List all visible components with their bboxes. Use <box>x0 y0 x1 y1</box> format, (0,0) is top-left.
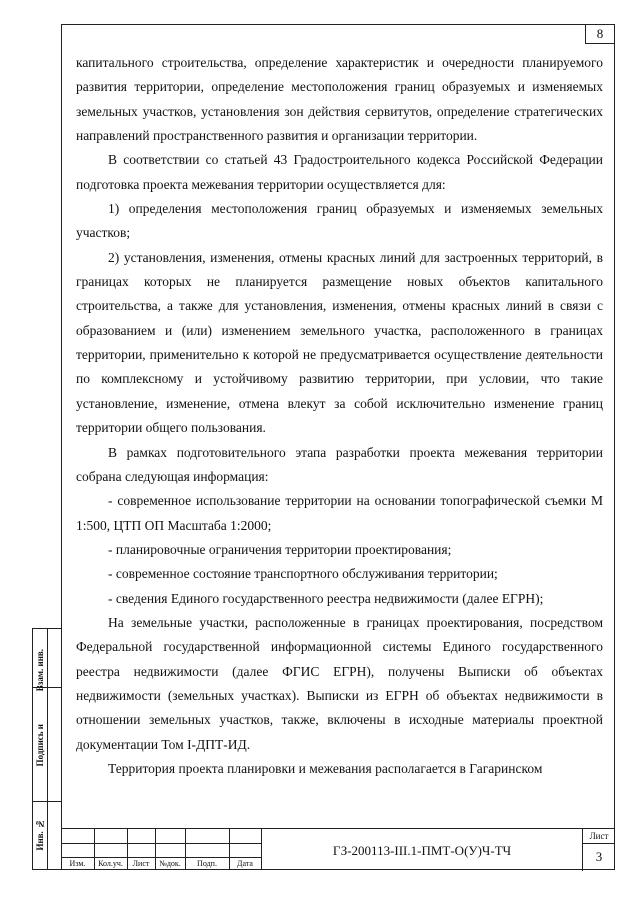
document-code: ГЗ-200113-III.1-ПМТ-О(У)Ч-ТЧ <box>332 843 512 858</box>
margin-label-replace: Взам. инв. <box>35 649 45 692</box>
list-item-1: 1) определения местоположения границ образуемых и изменяемых земельных участков; <box>76 201 603 241</box>
paragraph-5: Территория проекта планировки и межевания располагается в Гагаринском <box>108 760 543 776</box>
bullet-item-3: - современное состояние транспортного обслуживания территории; <box>108 566 498 582</box>
paragraph-4: На земельные участки, расположенные в границах проектирования, посредством Федеральной государственной информационной системы Единого государственного реестра недвижимости (далее ФГИС ЕГРН), получены Выписки об объектах недвижимости (земельных участках). Выписки из ЕГРН об объектах недвижимости в отношении земельных участков, также, включены в исходные материалы проектной документации Том I-ДПТ-ИД. <box>76 614 603 752</box>
paragraph-1: капитального строительства, определение характеристик и очередности планируемого развития территории, определение местоположения границ образуемых и изменяемых земельных участков, установления зон действия сервитутов, определение стратегических направлений пространственного развития и организации территории. <box>76 55 603 144</box>
paragraph-2: В соответствии со статьей 43 Градостроительного кодекса Российской Федерации подготовка проекта межевания территории осуществляется для: <box>76 152 603 192</box>
page-frame <box>61 24 615 870</box>
bullet-item-4: - сведения Единого государственного реестра недвижимости (далее ЕГРН); <box>108 590 544 606</box>
paragraph-3: В рамках подготовительного этапа разработки проекта межевания территории собрана следующая информация: <box>76 444 603 484</box>
stamp-col-sheet: Лист <box>132 859 150 868</box>
stamp-col-doc: №док. <box>159 859 181 868</box>
bullet-item-1: - современное использование территории на основании топографической съемки М 1:500, ЦТП ОП Масштаба 1:2000; <box>76 493 603 533</box>
margin-label-signature: Подпись и <box>35 724 45 767</box>
stamp-col-count: Кол.уч. <box>98 859 123 868</box>
binding-margin <box>32 628 61 870</box>
document-body <box>76 51 603 781</box>
bullet-item-2: - планировочные ограничения территории проектирования; <box>108 541 452 557</box>
stamp-col-sign: Подп. <box>197 859 217 868</box>
stamp-row-line-2 <box>61 857 261 858</box>
margin-divider <box>47 629 48 869</box>
top-page-number: 8 <box>585 25 614 44</box>
margin-divider-1 <box>33 687 61 688</box>
sheet-number: 3 <box>582 843 615 871</box>
stamp-col-date: Дата <box>237 859 253 868</box>
title-block-stamp <box>61 828 615 870</box>
sheet-label: Лист <box>582 829 615 844</box>
stamp-row-line-1 <box>61 843 261 844</box>
stamp-col-change: Изм. <box>69 859 86 868</box>
margin-label-inventory: Инв. № <box>35 819 45 851</box>
list-item-2: 2) установления, изменения, отмены красных линий для застроенных территорий, в границах которых не планируется размещение новых объектов капитального строительства, а также для установления, изменения, отмены красных линий в связи с образованием и (или) изменением земельного участка, расположенного в границах территории, применительно к которой не предусматривается осуществление деятельности по комплексному и устойчивому развитию территории, при условии, что такие установление, изменение, отмена влекут за собой исключительно изменение границ территории общего пользования. <box>76 249 603 436</box>
margin-divider-2 <box>33 801 61 802</box>
